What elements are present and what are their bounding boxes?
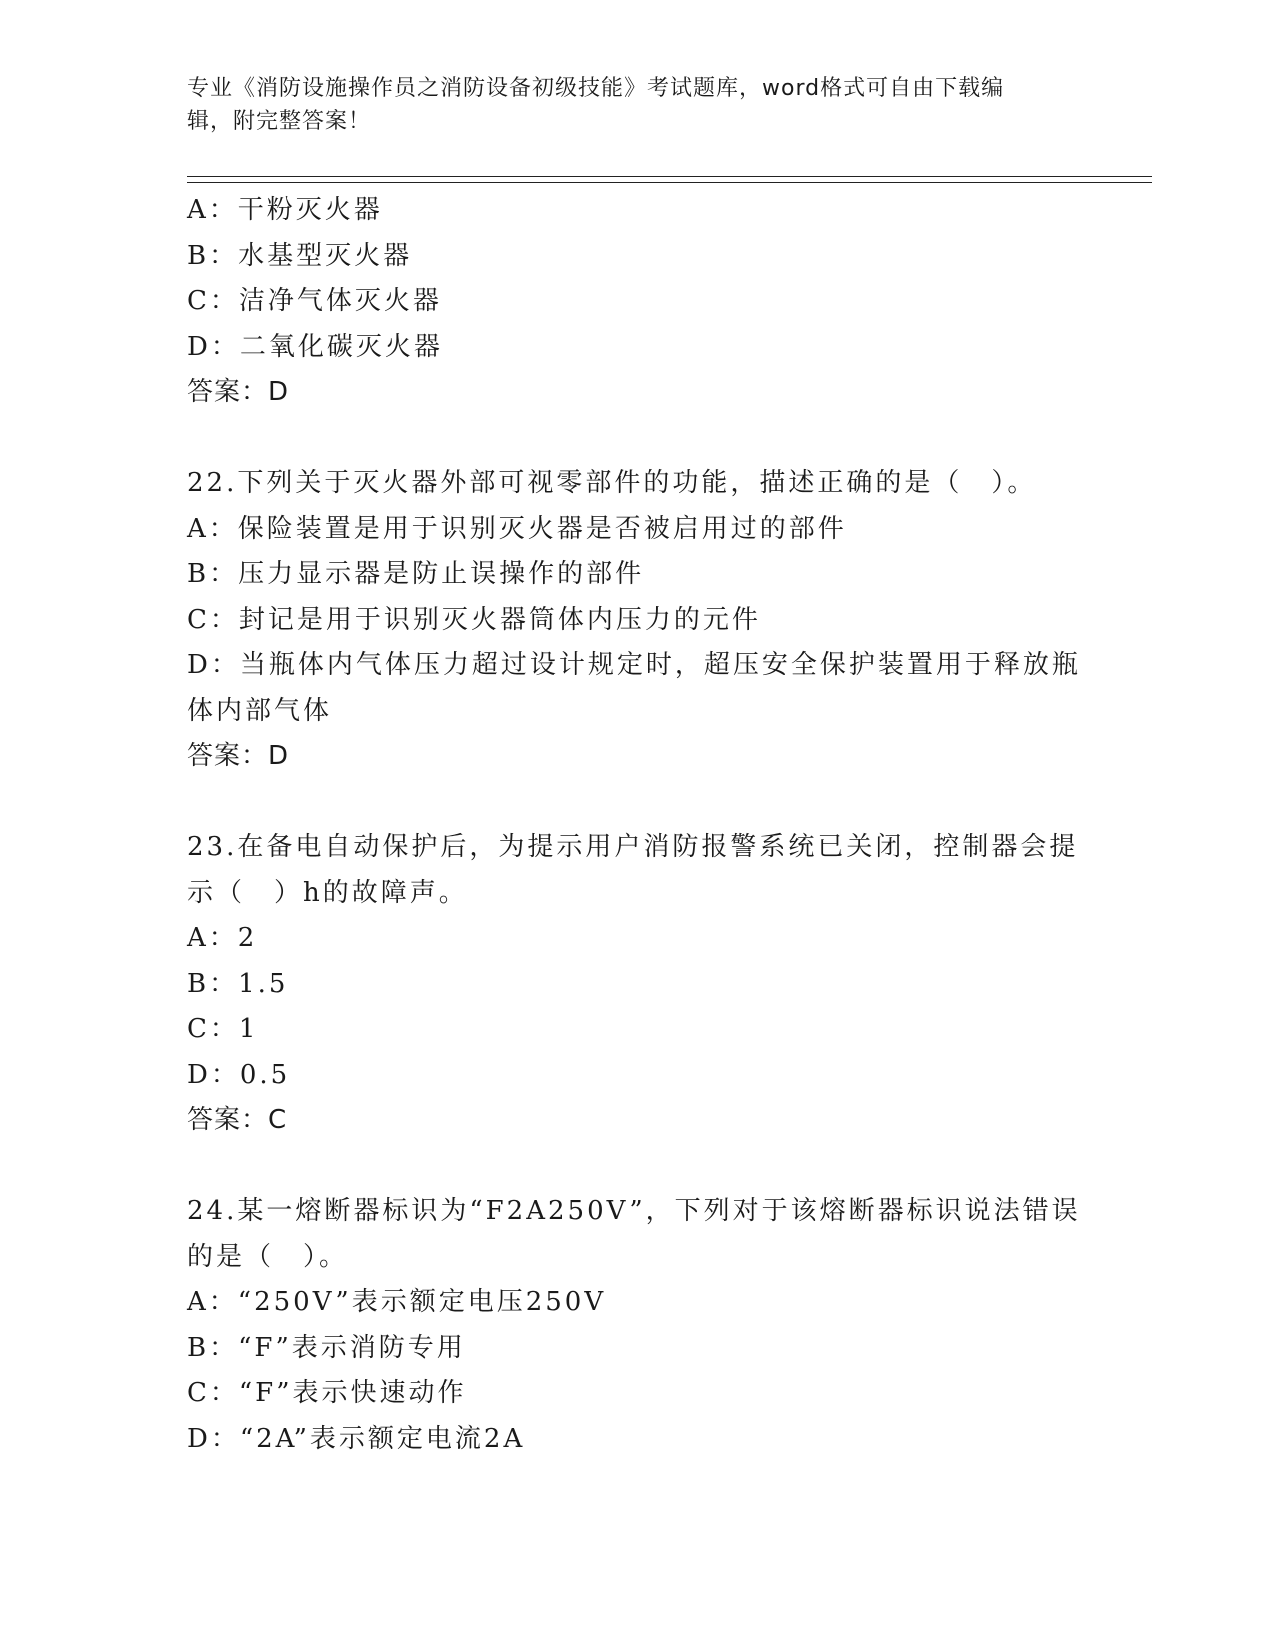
option-a: A：“250V”表示额定电压250V [187, 1287, 607, 1317]
spacer [187, 780, 1087, 826]
question-22 [187, 461, 1087, 780]
header-divider-bottom [187, 182, 1152, 183]
option-b: B：“F”表示消防专用 [187, 1332, 466, 1363]
document-header [187, 72, 1067, 138]
question-stem-continued: 的是（ ）。 [187, 1241, 349, 1272]
option-c: C：“F”表示快速动作 [187, 1378, 467, 1408]
option-b: B：1.5 [187, 968, 289, 999]
option-a: A：干粉灭火器 [187, 195, 383, 225]
answer-line: 答案：C [187, 1105, 288, 1135]
option-c: C：1 [187, 1014, 259, 1044]
answer-line: 答案：D [187, 377, 290, 407]
option-a: A：2 [187, 923, 258, 953]
option-a: A：保险装置是用于识别灭火器是否被启用过的部件 [187, 513, 847, 544]
question-24 [187, 1189, 1087, 1462]
question-23 [187, 825, 1087, 1144]
question-stem: 24.某一熔断器标识为“F2A250V”，下列对于该熔断器标识说法错误 [187, 1196, 1081, 1226]
spacer [187, 1144, 1087, 1190]
header-line-1: 专业《消防设施操作员之消防设备初级技能》考试题库，word格式可自由下载编 [187, 76, 1005, 101]
question-21 [187, 188, 1087, 416]
option-b: B：水基型灭火器 [187, 240, 413, 271]
question-stem-continued: 示（ ）h的故障声。 [187, 877, 468, 908]
option-d: D：二氧化碳灭火器 [187, 331, 443, 362]
answer-line: 答案：D [187, 741, 290, 771]
spacer [187, 416, 1087, 462]
header-line-2: 辑，附完整答案！ [187, 109, 372, 134]
header-divider-top [187, 176, 1152, 177]
question-stem: 23.在备电自动保护后，为提示用户消防报警系统已关闭，控制器会提 [187, 832, 1079, 862]
option-c: C：洁净气体灭火器 [187, 286, 442, 316]
option-c: C：封记是用于识别灭火器筒体内压力的元件 [187, 604, 761, 635]
option-d: D：当瓶体内气体压力超过设计规定时，超压安全保护装置用于释放瓶 [187, 650, 1081, 680]
option-d: D：0.5 [187, 1059, 291, 1090]
option-d: D：“2A”表示额定电流2A [187, 1423, 526, 1454]
option-b: B：压力显示器是防止误操作的部件 [187, 559, 645, 589]
option-d-continued: 体内部气体 [187, 695, 333, 726]
question-stem: 22.下列关于灭火器外部可视零部件的功能，描述正确的是（ ）。 [187, 468, 1037, 498]
question-list [187, 188, 1087, 1462]
